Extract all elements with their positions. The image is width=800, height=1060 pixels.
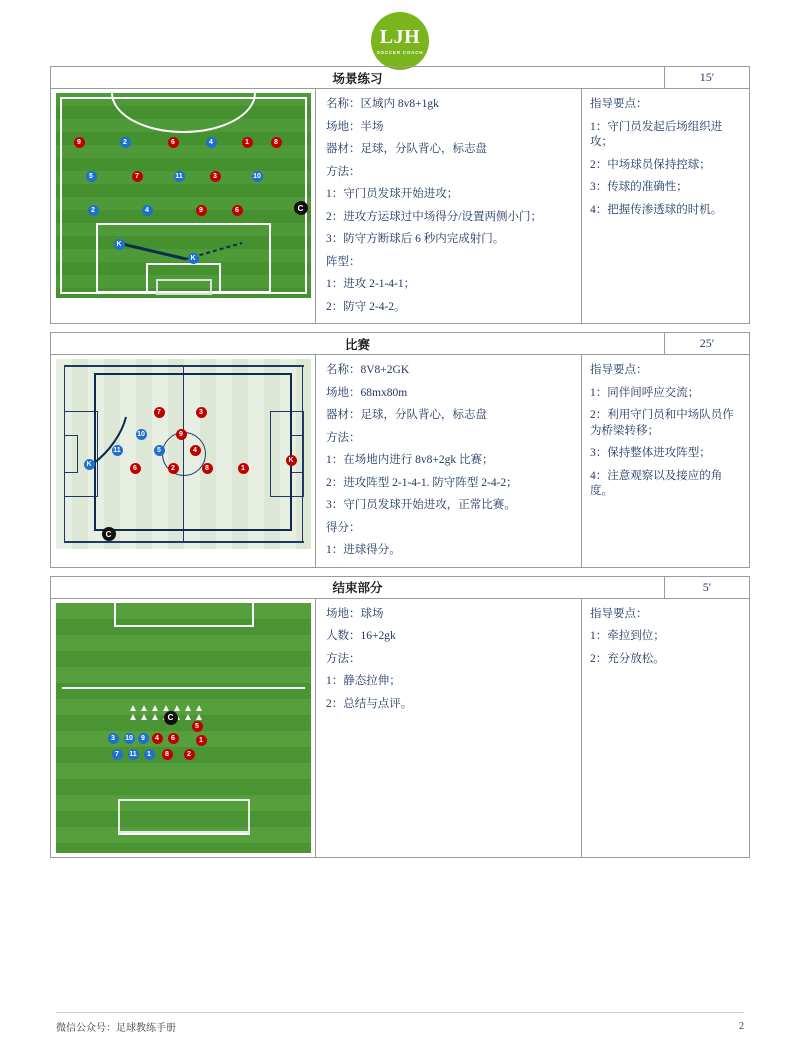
pass-arrow-svg — [56, 359, 311, 549]
player-token: K — [286, 455, 297, 466]
pitch-goal-frame — [118, 799, 250, 833]
section-header-row — [50, 332, 750, 354]
player-token: 6 — [130, 463, 141, 474]
drill-method-step-3: 3：防守方断球后 6 秒内完成射门。 — [326, 233, 505, 246]
section-duration: 15′ — [699, 70, 715, 84]
cone-icon — [130, 714, 136, 720]
player-token: 2 — [168, 463, 179, 474]
match-area: 场地：68mx80m — [326, 386, 408, 399]
section-header-row — [50, 66, 750, 88]
drill-description-cell — [316, 89, 582, 323]
player-token: 4 — [142, 205, 153, 216]
coaching-point-2: 2：充分放松。 — [590, 652, 665, 665]
player-token: 6 — [168, 137, 179, 148]
player-token: 7 — [132, 171, 143, 182]
player-token: 1 — [144, 749, 155, 760]
brand-logo — [371, 12, 429, 70]
player-token: 4 — [190, 445, 201, 456]
player-token: K — [188, 253, 199, 264]
page-number: 2 — [739, 1021, 744, 1032]
player-token: C — [294, 201, 308, 215]
player-token: 3 — [108, 733, 119, 744]
player-token: 9 — [176, 429, 187, 440]
drill-description-cell — [316, 355, 582, 567]
cooldown-area: 场地：球场 — [326, 607, 384, 620]
match-scoring-rule-1: 1：进球得分。 — [326, 544, 401, 557]
player-token: 7 — [154, 407, 165, 418]
match-method-step-3: 3：守门员发球开始进攻，正常比赛。 — [326, 499, 516, 512]
coaching-points-title: 指导要点： — [590, 364, 648, 377]
coaching-point-2: 2：中场球员保持控球； — [590, 158, 711, 171]
drill-formation-defense: 2：防守 2-4-2。 — [326, 300, 406, 313]
section-duration: 5′ — [702, 579, 712, 594]
player-token: 5 — [154, 445, 165, 456]
drill-formation-attack: 1：进攻 2-1-4-1； — [326, 278, 416, 291]
section-header-row — [50, 576, 750, 598]
player-token: 9 — [74, 137, 85, 148]
player-token: 6 — [232, 205, 243, 216]
pitch-diagram-match — [56, 359, 311, 549]
player-token: 1 — [242, 137, 253, 148]
cooldown-player-count: 人数：16+2gk — [326, 630, 396, 643]
drill-method-step-1: 1：守门员发球开始进攻； — [326, 188, 459, 201]
match-name: 名称：8V8+2GK — [326, 364, 410, 377]
cone-icon — [141, 714, 147, 720]
coaching-point-1: 1：守门员发起后场组织进攻； — [590, 120, 723, 149]
cone-icon — [196, 705, 202, 711]
coaching-points-cell — [582, 355, 749, 567]
player-token: 11 — [129, 750, 137, 758]
session-plan-table — [50, 66, 750, 866]
player-token: 10 — [137, 431, 145, 439]
player-token: C — [164, 711, 178, 725]
player-token: 3 — [210, 171, 221, 182]
match-method-step-1: 1：在场地内进行 8v8+2gk 比赛； — [326, 454, 494, 467]
cone-icon — [185, 714, 191, 720]
pitch-diagram-scenario — [56, 93, 311, 298]
player-token: 11 — [175, 173, 183, 180]
coaching-points-title: 指导要点： — [590, 98, 648, 110]
player-token: 7 — [112, 749, 123, 760]
player-token: 4 — [152, 733, 163, 744]
cone-icon — [141, 705, 147, 711]
drill-description-cell — [316, 599, 582, 857]
section-duration: 25′ — [699, 336, 715, 351]
player-token: K — [84, 459, 95, 470]
coaching-point-3: 3：保持整体进攻阵型； — [590, 447, 711, 460]
coaching-point-4: 4：注意观察以及接应的角度。 — [590, 469, 723, 498]
drill-formation-label: 阵型： — [326, 255, 361, 268]
coaching-point-4: 4：把握传渗透球的时机。 — [590, 203, 723, 216]
section-body-row — [50, 354, 750, 568]
cone-icon — [152, 714, 158, 720]
drill-name: 名称：区域内 8v8+1gk — [326, 98, 439, 110]
drill-equipment: 器材：足球，分队背心，标志盘 — [326, 143, 487, 156]
player-token: 6 — [168, 733, 179, 744]
drill-method-step-2: 2：进攻方运球过中场得分/设置两侧小门； — [326, 210, 542, 223]
pitch-diagram-cooldown — [56, 603, 311, 853]
section-title: 结束部分 — [51, 577, 665, 598]
player-token: C — [102, 527, 116, 541]
section-body-row — [50, 598, 750, 858]
player-token: 1 — [196, 735, 207, 746]
player-token: 10 — [253, 173, 261, 180]
player-token: 10 — [125, 734, 133, 742]
player-token: 11 — [113, 447, 121, 455]
player-token: 9 — [138, 733, 149, 744]
section-match — [50, 332, 750, 568]
section-title: 场景练习 — [51, 67, 665, 88]
coaching-points-cell — [582, 599, 749, 857]
coaching-point-1: 1：牵拉到位； — [590, 630, 665, 643]
match-scoring-label: 得分： — [326, 521, 361, 534]
cooldown-method-step-1: 1：静态拉伸； — [326, 675, 401, 688]
pitch-diagram-cell — [51, 89, 316, 323]
match-equipment: 器材：足球，分队背心，标志盘 — [326, 409, 487, 422]
player-token: 2 — [88, 205, 99, 216]
logo-subtitle: SOCCER COACH — [376, 50, 424, 55]
coaching-points-title: 指导要点： — [590, 607, 648, 620]
section-title: 比赛 — [51, 333, 665, 354]
page-footer — [56, 1012, 744, 1034]
coaching-point-1: 1：同伴间呼应交流； — [590, 386, 700, 399]
player-token: 3 — [196, 407, 207, 418]
pitch-penalty-area-far — [114, 603, 254, 627]
player-token: 5 — [86, 171, 97, 182]
cone-icon — [152, 705, 158, 711]
player-token: 5 — [192, 721, 203, 732]
player-token: 8 — [202, 463, 213, 474]
pitch-goal-line — [118, 833, 250, 835]
coaching-point-3: 3：传球的准确性； — [590, 181, 688, 194]
section-body-row — [50, 88, 750, 324]
brand-logo-wrapper — [0, 12, 800, 70]
player-token: 2 — [120, 137, 131, 148]
cone-icon — [196, 714, 202, 720]
pitch-diagram-cell — [51, 355, 316, 567]
cone-icon — [185, 705, 191, 711]
cone-icon — [174, 705, 180, 711]
pitch-halfway-line — [62, 687, 305, 689]
cone-icon — [130, 705, 136, 711]
player-token: 2 — [184, 749, 195, 760]
player-token: K — [114, 239, 125, 250]
footer-note: 微信公众号：足球教练手册 — [56, 1023, 176, 1034]
cone-icon — [163, 705, 169, 711]
player-token: 4 — [206, 137, 217, 148]
player-token: 8 — [162, 749, 173, 760]
section-scenario-practice — [50, 66, 750, 324]
cooldown-method-label: 方法： — [326, 652, 361, 665]
coaching-points-cell — [582, 89, 749, 323]
pass-arrow-svg — [56, 93, 311, 298]
drill-area: 场地：半场 — [326, 120, 384, 133]
pitch-diagram-cell — [51, 599, 316, 857]
coaching-point-2: 2：利用守门员和中场队员作为桥梁转移； — [590, 409, 734, 437]
section-cooldown — [50, 576, 750, 858]
player-token: 9 — [196, 205, 207, 216]
cooldown-method-step-2: 2：总结与点评。 — [326, 697, 413, 710]
match-method-step-2: 2：进攻阵型 2-1-4-1. 防守阵型 2-4-2； — [326, 476, 518, 489]
player-token: 1 — [238, 463, 249, 474]
drill-method-label: 方法： — [326, 165, 361, 178]
player-token: 8 — [271, 137, 282, 148]
logo-monogram: LJH — [379, 26, 421, 48]
match-method-label: 方法： — [326, 431, 361, 444]
